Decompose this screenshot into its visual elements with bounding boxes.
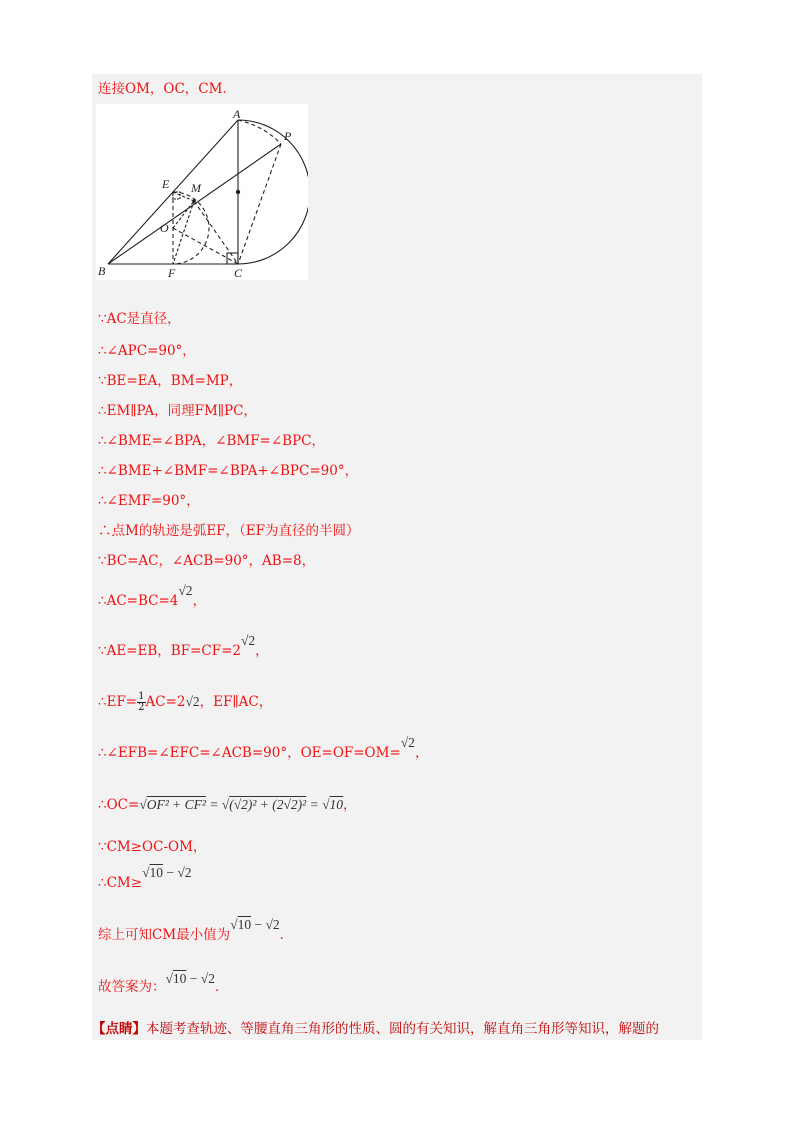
geometry-figure	[96, 104, 308, 280]
sqrt2-expression: √2	[400, 735, 415, 750]
label-a: A	[233, 107, 241, 121]
step-oc: ∴OC=√OF² + CF² = √(√2)² + (2√2)² = √10，	[98, 797, 357, 813]
step-ae-eb: ∵AE=EB，BF=CF=2√2，	[98, 633, 269, 659]
right-angle-e	[173, 192, 180, 199]
dianjing-line: 【点睛】本题考查轨迹、等腰直角三角形的性质、圆的有关知识，解直角三角形等知识，解题的	[92, 1021, 659, 1037]
label-f: F	[168, 266, 176, 280]
sqrt2-expression: √2	[178, 583, 193, 598]
label-o: O	[160, 221, 169, 235]
step-ef: ∴EF= $\frac{1}{2}$ AC=2√2，EF∥AC，	[98, 691, 273, 713]
step-answer: 故答案为：√10 − √2．	[98, 971, 229, 995]
sqrt10-minus-sqrt2: √10 − √2	[142, 865, 192, 880]
step-line: ∵BC=AC，∠ACB=90°，AB=8，	[98, 553, 316, 569]
step-line: ∴点M的轨迹是弧EF，（EF为直径的半圆）	[98, 523, 360, 539]
semicircle-ac	[238, 120, 308, 264]
step-line: ∴∠BME=∠BPA，∠BMF=∠BPC，	[98, 433, 326, 449]
step-cm-ineq: ∵CM≥OC-OM，	[98, 839, 207, 855]
geometry-diagram	[96, 104, 308, 280]
fraction-half: $\frac{1}{2}$	[138, 691, 145, 713]
step-line: ∴EM∥PA，同理FM∥PC，	[98, 403, 257, 419]
step-cm-ge: ∴CM≥√10 − √2	[98, 865, 192, 891]
intro-line: 连接OM，OC，CM．	[98, 81, 236, 97]
line-om	[173, 201, 194, 228]
label-b: B	[98, 264, 106, 278]
label-p: P	[284, 129, 292, 143]
step-ac-bc: ∴AC=BC=4√2，	[98, 583, 207, 609]
oc-sqrt-expression: √OF² + CF² = √(√2)² + (2√2)² = √10	[139, 797, 344, 812]
step-line: ∴∠EMF=90°，	[98, 493, 200, 509]
step-line: ∴∠BME+∠BMF=∠BPA+∠BPC=90°，	[98, 463, 359, 479]
line-bp	[108, 144, 281, 264]
sqrt2-expression: √2	[240, 633, 256, 648]
sqrt10-minus-sqrt2: √10 − √2	[230, 917, 280, 932]
label-c: C	[234, 266, 243, 280]
step-min: 综上可知CM最小值为√10 − √2．	[98, 917, 294, 943]
line-pc	[238, 144, 281, 264]
step-efb: ∴∠EFB=∠EFC=∠ACB=90°，OE=OF=OM=√2，	[98, 735, 429, 761]
step-line: ∵BE=EA，BM=MP，	[98, 373, 243, 389]
step-line: ∴∠APC=90°，	[98, 343, 196, 359]
semicircle-ef	[173, 192, 209, 264]
line-oc	[173, 228, 238, 264]
step-line: ∵AC是直径，	[98, 311, 181, 327]
label-e: E	[162, 177, 170, 191]
line-cm	[194, 201, 238, 264]
label-m: M	[191, 181, 201, 195]
sqrt2-expression: √2	[185, 694, 200, 709]
line-mf	[173, 201, 194, 264]
center-dot	[236, 190, 240, 194]
point-m	[192, 199, 196, 203]
sqrt10-minus-sqrt2: √10 − √2	[165, 971, 215, 986]
